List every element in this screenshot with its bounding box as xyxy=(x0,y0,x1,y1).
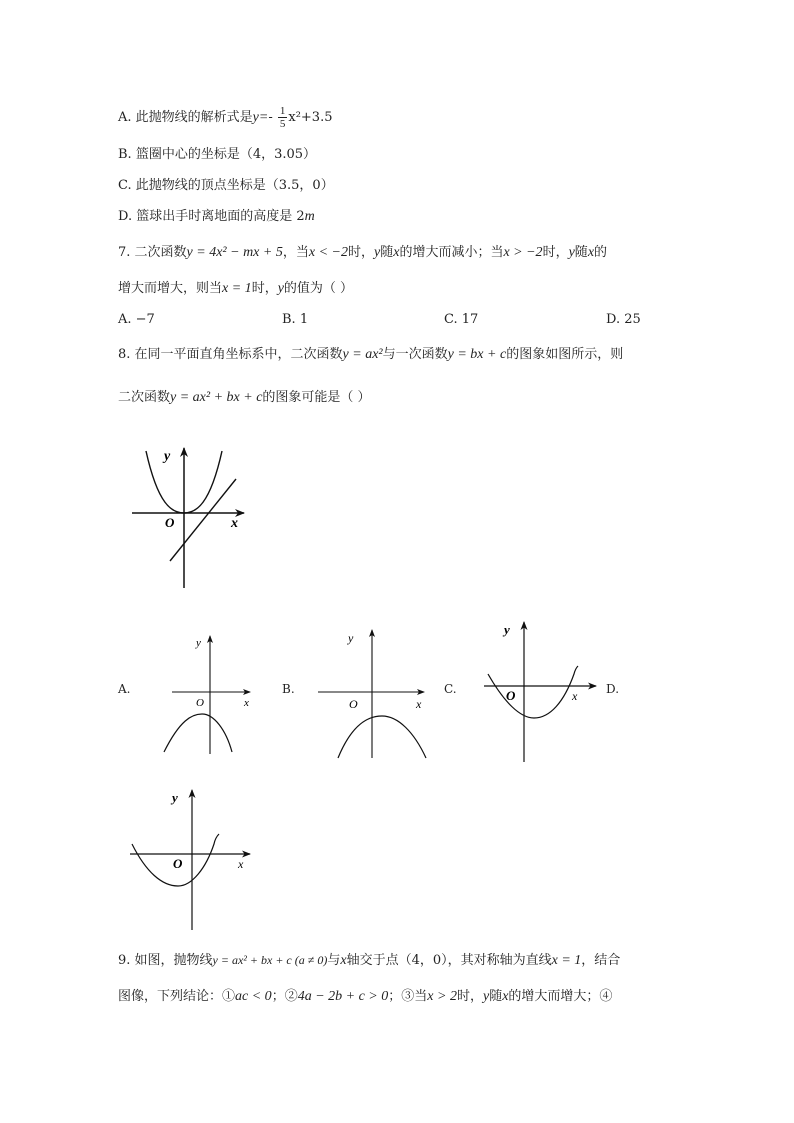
q8-text: 8. 在同一平面直角坐标系中，二次函数 xyxy=(118,347,343,362)
q9-var: x xyxy=(340,953,347,968)
q7-option-d: D. 25 xyxy=(606,312,641,327)
q7-text: 随 xyxy=(380,245,394,260)
q7-var: x xyxy=(393,245,400,260)
q7-text: 时， xyxy=(251,281,278,296)
q6-option-c: C. 此抛物线的顶点坐标是（3.5，0） xyxy=(118,178,334,193)
axis-label-x: x xyxy=(244,697,249,709)
q7-condition: x = 1 xyxy=(222,281,252,296)
q7-option-b: B. 1 xyxy=(282,312,309,327)
q9-text: 图像，下列结论：① xyxy=(118,989,236,1004)
q7-var: y xyxy=(373,245,381,260)
q8-choice-c-graph xyxy=(482,620,602,765)
q9-text: ；③当 xyxy=(388,989,428,1004)
q9-axis-line: x = 1 xyxy=(551,953,582,968)
q8-text: 的图象如图所示，则 xyxy=(506,347,624,362)
axis-label-x: x xyxy=(416,697,422,711)
parabola-curve xyxy=(488,666,578,718)
axis-label-y: y xyxy=(172,790,178,805)
axis-label-y: y xyxy=(164,449,171,464)
q7-condition: x > −2 xyxy=(503,245,543,260)
q6-option-a-fraction xyxy=(278,105,288,130)
q7-condition: x < −2 xyxy=(308,245,348,260)
q8-choice-b-graph xyxy=(316,628,436,760)
q6-option-d-unit: m xyxy=(304,209,315,224)
q7-stem-line1 xyxy=(118,244,607,262)
q9-stem-line1 xyxy=(118,951,620,970)
q8-text: 二次函数 xyxy=(118,390,171,405)
q9-text: 随 xyxy=(489,989,503,1004)
q6-option-d-text: D. 篮球出手时离地面的高度是 2 xyxy=(118,209,305,224)
q8-stem-line2 xyxy=(118,389,371,407)
origin-label: O xyxy=(196,697,204,709)
q7-text: 的值为（ ） xyxy=(283,281,354,296)
q8-choice-a-graph xyxy=(160,632,260,757)
axis-label-x: x xyxy=(231,516,238,531)
q8-main-figure xyxy=(128,445,248,595)
q9-condition: ac < 0 xyxy=(235,989,272,1004)
q7-text: 7. 二次函数 xyxy=(118,245,187,260)
q9-text: 9. 如图，抛物线 xyxy=(118,953,213,968)
q6-option-a xyxy=(118,105,333,130)
fraction-denominator: 5 xyxy=(279,118,286,130)
q8-text: 的图象可能是（ ） xyxy=(262,390,371,405)
origin-label: O xyxy=(165,515,175,530)
q9-text: 的增大而增大；④ xyxy=(508,989,613,1004)
q8-choice-b-label: B. xyxy=(282,682,295,696)
parabola-curve xyxy=(338,716,426,758)
q7-option-a: A. −7 xyxy=(118,312,155,327)
q7-var: x xyxy=(587,245,595,260)
origin-label: O xyxy=(173,856,183,871)
q9-var: y xyxy=(482,989,490,1004)
axis-label-y: y xyxy=(504,622,510,637)
q8-choice-c-label: C. xyxy=(444,682,457,696)
q8-function: y = bx + c xyxy=(447,347,507,362)
q9-condition: 4a − 2b + c > 0 xyxy=(297,989,389,1004)
q7-text: 的 xyxy=(594,245,608,260)
axis-label-y: y xyxy=(196,637,201,649)
q7-stem-line2 xyxy=(118,280,353,298)
q7-text: 增大而增大，则当 xyxy=(118,281,223,296)
q6-option-a-text: A. 此抛物线的解析式是 xyxy=(118,110,253,125)
q7-text: 时， xyxy=(542,245,569,260)
q6-option-b: B. 篮圈中心的坐标是（4，3.05） xyxy=(118,147,317,162)
q9-stem-line2 xyxy=(118,988,612,1006)
q9-condition: x > 2 xyxy=(427,989,457,1004)
q8-choice-d-graph xyxy=(128,788,258,933)
q6-option-d xyxy=(118,208,315,226)
q9-text: ，结合 xyxy=(581,953,621,968)
q8-choice-d-label: D. xyxy=(606,682,620,696)
axis-label-y: y xyxy=(348,631,354,645)
axis-label-x: x xyxy=(572,689,578,703)
q7-text: 时， xyxy=(347,245,374,260)
q8-function: y = ax² + bx + c xyxy=(170,390,263,405)
origin-label: O xyxy=(349,697,358,711)
q7-text: ，当 xyxy=(282,245,309,260)
q7-text: 随 xyxy=(574,245,588,260)
q9-var: x xyxy=(502,989,509,1004)
q7-text: 的增大而减小；当 xyxy=(399,245,504,260)
q7-var: y xyxy=(277,281,284,296)
q9-text: 时， xyxy=(456,989,483,1004)
q7-function: y = 4x² − mx + 5 xyxy=(186,245,283,260)
line-graph xyxy=(170,479,236,561)
q8-text: 与一次函数 xyxy=(382,347,448,362)
axis-label-x: x xyxy=(238,857,244,871)
q9-text: 与 xyxy=(327,953,341,968)
q8-function: y = ax² xyxy=(342,347,383,362)
parabola-curve xyxy=(164,714,232,752)
fraction-numerator: 1 xyxy=(279,105,286,117)
q8-choice-a-label: A. xyxy=(118,682,131,696)
q9-text: ；② xyxy=(271,989,298,1004)
q6-option-a-y: y= xyxy=(252,110,269,125)
q9-function: y = ax² + bx + c (a ≠ 0) xyxy=(212,953,328,967)
q8-stem-line1 xyxy=(118,346,623,364)
q6-option-a-tail: x²+3.5 xyxy=(288,110,333,125)
q7-option-c: C. 17 xyxy=(444,312,479,327)
q9-text: 轴交于点（4，0），其对称轴为直线 xyxy=(346,953,552,968)
q6-option-a-minus: - xyxy=(268,110,273,125)
origin-label: O xyxy=(506,688,516,703)
q7-var: y xyxy=(568,245,575,260)
